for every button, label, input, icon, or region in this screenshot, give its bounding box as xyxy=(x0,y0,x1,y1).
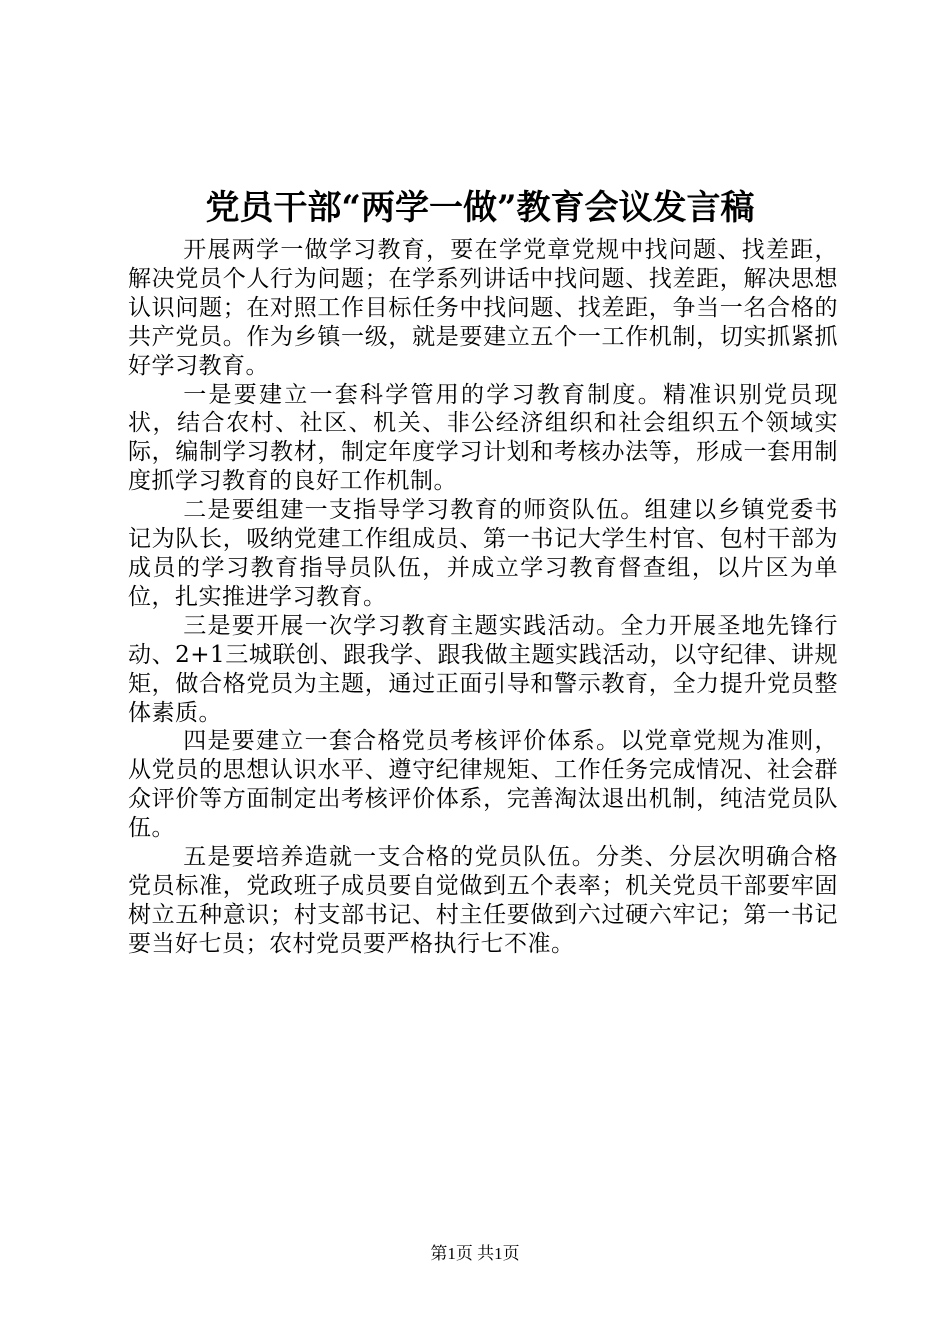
paragraph-1: 一是要建立一套科学管用的学习教育制度。精准识别党员现状，结合农村、社区、机关、非公经济组织和社会组织五个领域实际，编制学习教材，制定年度学习计划和考核办法等，形成一套用制度抓学习教育的良好工作机制。 xyxy=(128,381,838,495)
page-footer: 第1页 共1页 xyxy=(430,1244,520,1263)
paragraph-5: 五是要培养造就一支合格的党员队伍。分类、分层次明确合格党员标准，党政班子成员要自觉做到五个表率；机关党员干部要牢固树立五种意识；村支部书记、村主任要做到六过硬六牢记；第一书记要当好七员；农村党员要严格执行七不准。 xyxy=(128,844,838,957)
paragraph-2: 二是要组建一支指导学习教育的师资队伍。组建以乡镇党委书记为队长，吸纳党建工作组成员、第一书记大学生村官、包村干部为成员的学习教育指导员队伍，并成立学习教育督查组，以片区为单位，扎实推进学习教育。 xyxy=(128,497,838,610)
paragraph-3: 三是要开展一次学习教育主题实践活动。全力开展圣地先锋行动、2+1三城联创、跟我学、跟我做主题实践活动，以守纪律、讲规矩，做合格党员为主题，通过正面引导和警示教育，全力提升党员整体素质。 xyxy=(128,612,838,726)
document-title: 党员干部“两学一做”教育会议发言稿 xyxy=(205,188,755,228)
document-body xyxy=(128,236,838,959)
paragraph-4: 四是要建立一套合格党员考核评价体系。以党章党规为准则，从党员的思想认识水平、遵守纪律规矩、工作任务完成情况、社会群众评价等方面制定出考核评价体系，完善淘汰退出机制，纯洁党员队伍。 xyxy=(128,728,838,842)
paragraph-intro: 开展两学一做学习教育，要在学党章党规中找问题、找差距，解决党员个人行为问题；在学系列讲话中找问题、找差距，解决思想认识问题；在对照工作目标任务中找问题、找差距，争当一名合格的共产党员。作为乡镇一级，就是要建立五个一工作机制，切实抓紧抓好学习教育。 xyxy=(128,237,838,379)
